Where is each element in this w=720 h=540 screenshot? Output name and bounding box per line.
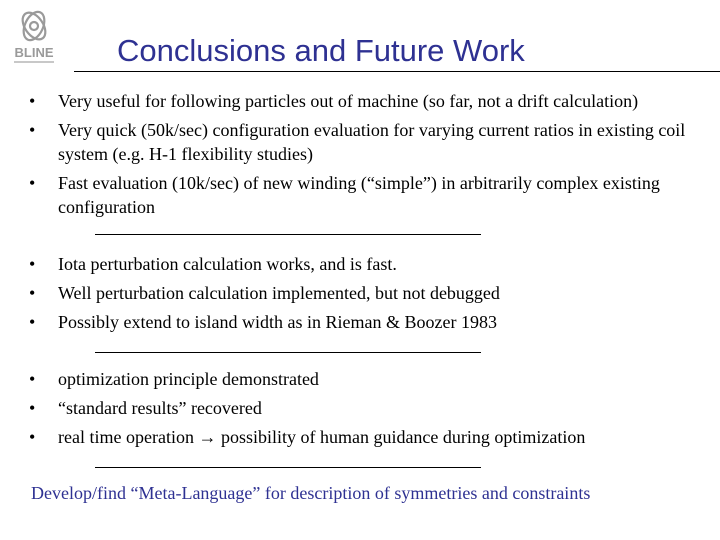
bullet-group-2 — [0, 252, 718, 339]
list-item: • Iota perturbation calculation works, and is fast. — [29, 254, 397, 274]
divider — [95, 467, 481, 468]
bullet-icon: • — [29, 369, 36, 389]
list-item: • real time operation → possibility of human guidance during optimization — [29, 427, 586, 447]
bullet-icon: • — [29, 120, 36, 140]
bullet-icon: • — [29, 398, 36, 418]
bullet-icon: • — [29, 283, 36, 303]
logo-text: BLINE — [14, 45, 54, 60]
bline-logo — [8, 6, 60, 68]
title-underline — [74, 71, 720, 72]
bullet-icon: • — [29, 173, 36, 193]
divider — [95, 234, 481, 235]
bullet-icon: • — [29, 427, 36, 447]
list-item: • Well perturbation calculation implemented, but not debugged — [29, 283, 500, 303]
closing-statement: Develop/find “Meta-Language” for description of symmetries and constraints — [31, 483, 591, 503]
list-item: • Very quick (50k/sec) configuration evaluation for varying current ratios in existing coil system (e.g. H-1 flexibility studies) — [29, 120, 686, 164]
list-item: • Fast evaluation (10k/sec) of new winding (“simple”) in arbitrarily complex existing configuration — [29, 173, 660, 217]
list-item: • optimization principle demonstrated — [29, 369, 319, 389]
bullet-icon: • — [29, 254, 36, 274]
list-item: • Possibly extend to island width as in Rieman & Boozer 1983 — [29, 312, 497, 332]
bullet-icon: • — [29, 312, 36, 332]
bullet-group-3 — [0, 367, 718, 454]
list-item: • Very useful for following particles out of machine (so far, not a drift calculation) — [29, 91, 639, 111]
page-title: Conclusions and Future Work — [117, 33, 525, 68]
list-item: • “standard results” recovered — [29, 398, 262, 418]
divider — [95, 352, 481, 353]
bullet-icon: • — [29, 91, 36, 111]
bullet-group-1 — [0, 89, 718, 224]
